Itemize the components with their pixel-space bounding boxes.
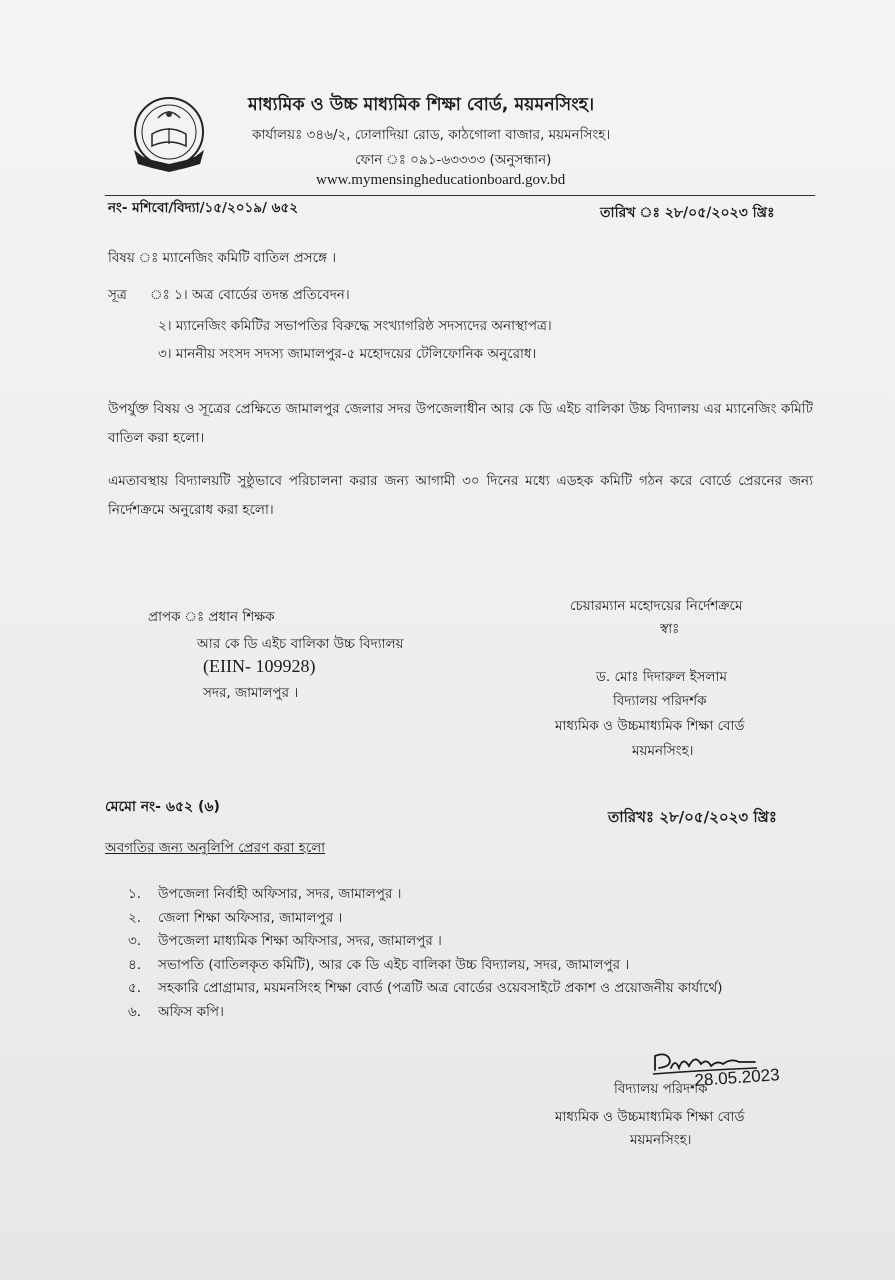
list-item-number: ৩. — [128, 933, 142, 950]
sutra-item: ঃ ১। অত্র বোর্ডের তদন্ত প্রতিবেদন। — [150, 287, 350, 303]
memo-date: তারিখঃ ২৮/০৫/২০২৩ খ্রিঃ — [608, 808, 777, 826]
list-item-text: জেলা শিক্ষা অফিসার, জামালপুর । — [158, 909, 343, 926]
reference-date: তারিখ ঃ ২৮/০৫/২০২৩ খ্রিঃ — [600, 205, 775, 221]
signatory-instruction: চেয়ারম্যান মহোদয়ের নির্দেশক্রমে — [570, 598, 743, 614]
recipient-eiin: (EIIN- 109928) — [203, 656, 316, 676]
header-divider — [105, 195, 815, 196]
body-paragraph: এমতাবস্থায় বিদ্যালয়টি সুষ্ঠুভাবে পরিচালনা করার জন্য আগামী ৩০ দিনের মধ্যে এডহক কমিটি গঠন করে বোর্ডে প্রেরনের জন্য নির্দেশক্রমে অনুরোধ করা হলো। — [108, 473, 813, 518]
sutra-item: ৩। মাননীয় সংসদ সদস্য জামালপুর-৫ মহোদয়ের টেলিফোনিক অনুরোধ। — [158, 346, 537, 362]
website-url: www.mymensingheducationboard.gov.bd — [316, 172, 566, 188]
signatory-organization: মাধ্যমিক ও উচ্চমাধ্যমিক শিক্ষা বোর্ড — [555, 1109, 745, 1125]
list-item — [128, 954, 723, 978]
list-item-text: উপজেলা নির্বাহী অফিসার, সদর, জামালপুর । — [158, 886, 402, 902]
signatory-designation: বিদ্যালয় পরিদর্শক — [613, 693, 707, 709]
signatory-organization: মাধ্যমিক ও উচ্চমাধ্যমিক শিক্ষা বোর্ড — [555, 718, 745, 734]
recipient-label: প্রাপক ঃ প্রধান শিক্ষক — [148, 609, 275, 625]
list-item-text: উপজেলা মাধ্যমিক শিক্ষা অফিসার, সদর, জামালপুর । — [158, 933, 442, 950]
recipient-location: সদর, জামালপুর । — [203, 685, 299, 701]
list-item — [128, 930, 723, 954]
signatory-city: ময়মনসিংহ। — [632, 743, 694, 759]
list-item-text: সভাপতি (বাতিলকৃত কমিটি), আর কে ডি এইচ বালিকা উচ্চ বিদ্যালয়, সদর, জামালপুর । — [158, 956, 630, 973]
board-seal-logo — [130, 88, 208, 180]
signatory-designation: বিদ্যালয় পরিদর্শক — [614, 1081, 708, 1097]
board-name: মাধ্যমিক ও উচ্চ মাধ্যমিক শিক্ষা বোর্ড, ময়মনসিংহ। — [248, 95, 595, 115]
list-item-number: ৪. — [128, 956, 142, 973]
copies-heading: অবগতির জন্য অনুলিপি প্রেরণ করা হলো — [105, 840, 326, 856]
memo-number: মেমো নং- ৬৫২ (৬) — [105, 799, 220, 815]
list-item-number: ৫. — [128, 980, 142, 997]
subject-line: বিষয় ঃ ম্যানেজিং কমিটি বাতিল প্রসঙ্গে । — [108, 250, 337, 266]
phone-number: ফোন ঃ ০৯১-৬৩৩৩৩ (অনুসন্ধান) — [355, 152, 552, 168]
signatory-city: ময়মনসিংহ। — [630, 1132, 692, 1148]
sutra-item: ২। ম্যানেজিং কমিটির সভাপতির বিরুদ্ধে সংখ্যাগরিষ্ঠ সদস্যদের অনাস্থাপত্র। — [158, 318, 552, 334]
list-item — [128, 1001, 723, 1025]
body-paragraph: উপর্যুক্ত বিষয় ও সূত্রের প্রেক্ষিতে জামালপুর জেলার সদর উপজেলাধীন আর কে ডি এইচ বালিকা উচ্চ বিদ্যালয় এর ম্যানেজিং কমিটি বাতিল করা হলো। — [108, 401, 813, 446]
list-item-text: অফিস কপি। — [158, 1003, 224, 1020]
list-item — [128, 883, 723, 907]
list-item — [128, 907, 723, 931]
signatory-swa: স্বাঃ — [660, 621, 680, 637]
signature-date: 28.05.2023 — [693, 1065, 781, 1090]
office-address: কার্যালয়ঃ ৩৪৬/২, ঢোলাদিয়া রোড, কাঠগোলা বাজার, ময়মনসিংহ। — [252, 127, 611, 143]
list-item-number: ১. — [128, 886, 142, 902]
list-item-text: সহকারি প্রোগ্রামার, ময়মনসিংহ শিক্ষা বোর্ড (পত্রটি অত্র বোর্ডের ওয়েবসাইটে প্রকাশ ও প্রয়োজনীয় কার্যার্থে) — [158, 980, 723, 997]
list-item — [128, 977, 723, 1001]
copies-list — [128, 883, 723, 1025]
sutra-label: সূত্র — [108, 287, 127, 303]
list-item-number: ৬. — [128, 1003, 142, 1020]
reference-number: নং- মশিবো/বিদ্যা/১৫/২০১৯/ ৬৫২ — [108, 200, 299, 216]
list-item-number: ২. — [128, 909, 142, 926]
signatory-name: ড. মোঃ দিদারুল ইসলাম — [596, 669, 727, 685]
recipient-school: আর কে ডি এইচ বালিকা উচ্চ বিদ্যালয় — [197, 636, 404, 652]
